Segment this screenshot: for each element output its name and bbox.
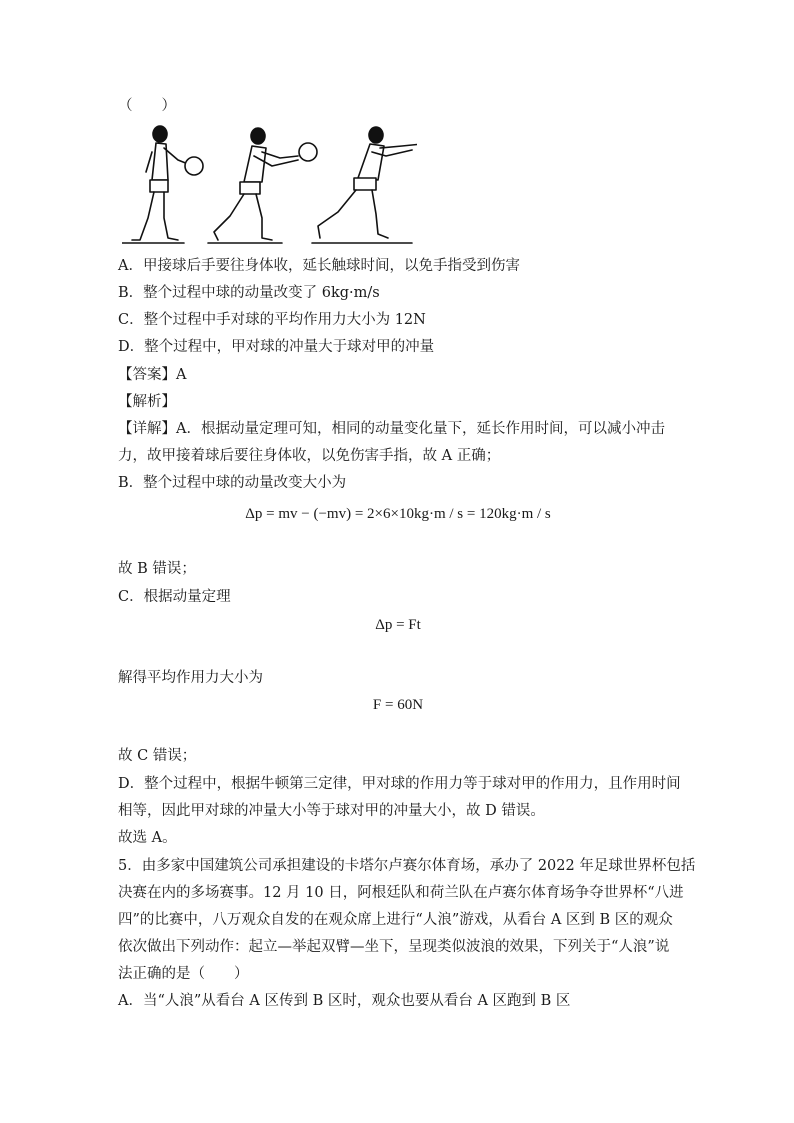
detail-d-line2: 相等，因此甲对球的冲量大小等于球对甲的冲量大小，故 D 错误。 <box>118 803 545 819</box>
q5-line-1: 5．由多家中国建筑公司承担建设的卡塔尔卢赛尔体育场，承办了 2022 年足球世界杯包括 <box>118 858 696 874</box>
analysis-header: 【解析】 <box>118 394 176 410</box>
q5-line-4: 依次做出下列动作：起立—举起双臂—坐下，呈现类似波浪的效果，下列关于“人浪”说 <box>118 939 670 955</box>
conclusion-b: 故 B 错误； <box>118 561 196 577</box>
figure-throwing <box>312 127 417 243</box>
option-c: C．整个过程中手对球的平均作用力大小为 12N <box>118 312 426 328</box>
formula-c2: F = 60N <box>372 697 424 713</box>
option-d: D．整个过程中，甲对球的冲量大于球对甲的冲量 <box>118 339 435 355</box>
figure-receiving <box>208 128 317 243</box>
detail-c: C．根据动量定理 <box>118 589 231 605</box>
formula-b: Δp = mv − (−mv) = 2×6×10kg·m / s = 120kg·m / s <box>245 506 551 522</box>
q5-line-2: 决赛在内的多场赛事。12 月 10 日，阿根廷队和荷兰队在卢赛尔体育场争夺世界杯“八进 <box>118 885 684 901</box>
detail-a-line1: 【详解】A．根据动量定理可知，相同的动量变化量下，延长作用时间，可以减小冲击 <box>118 421 665 437</box>
q5-line-5: 法正确的是（ ） <box>118 966 249 982</box>
question-bracket: （ ） <box>118 98 176 114</box>
ball-catch-figure-icon <box>122 122 417 246</box>
q5-line-3: 四”的比赛中，八万观众自发的在观众席上进行“人浪”游戏，从看台 A 区到 B 区的观众 <box>118 912 673 928</box>
option-b: B．整个过程中球的动量改变了 6kg·m/s <box>118 285 380 301</box>
figure-catching <box>122 126 203 243</box>
option-a: A．甲接球后手要往身体收，延长触球时间，以免手指受到伤害 <box>118 258 520 274</box>
q5-option-a: A．当“人浪”从看台 A 区传到 B 区时，观众也要从看台 A 区跑到 B 区 <box>118 993 571 1009</box>
answer: 【答案】A <box>118 367 187 383</box>
formula-c1: Δp = Ft <box>375 617 421 633</box>
final-choice: 故选 A。 <box>118 830 177 846</box>
detail-b: B．整个过程中球的动量改变大小为 <box>118 475 347 491</box>
detail-c2: 解得平均作用力大小为 <box>118 670 263 686</box>
detail-d-line1: D．整个过程中，根据牛顿第三定律，甲对球的作用力等于球对甲的作用力，且作用时间 <box>118 776 681 792</box>
conclusion-c: 故 C 错误； <box>118 748 197 764</box>
detail-a-line2: 力，故甲接着球后要往身体收，以免伤害手指，故 A 正确； <box>118 448 501 464</box>
